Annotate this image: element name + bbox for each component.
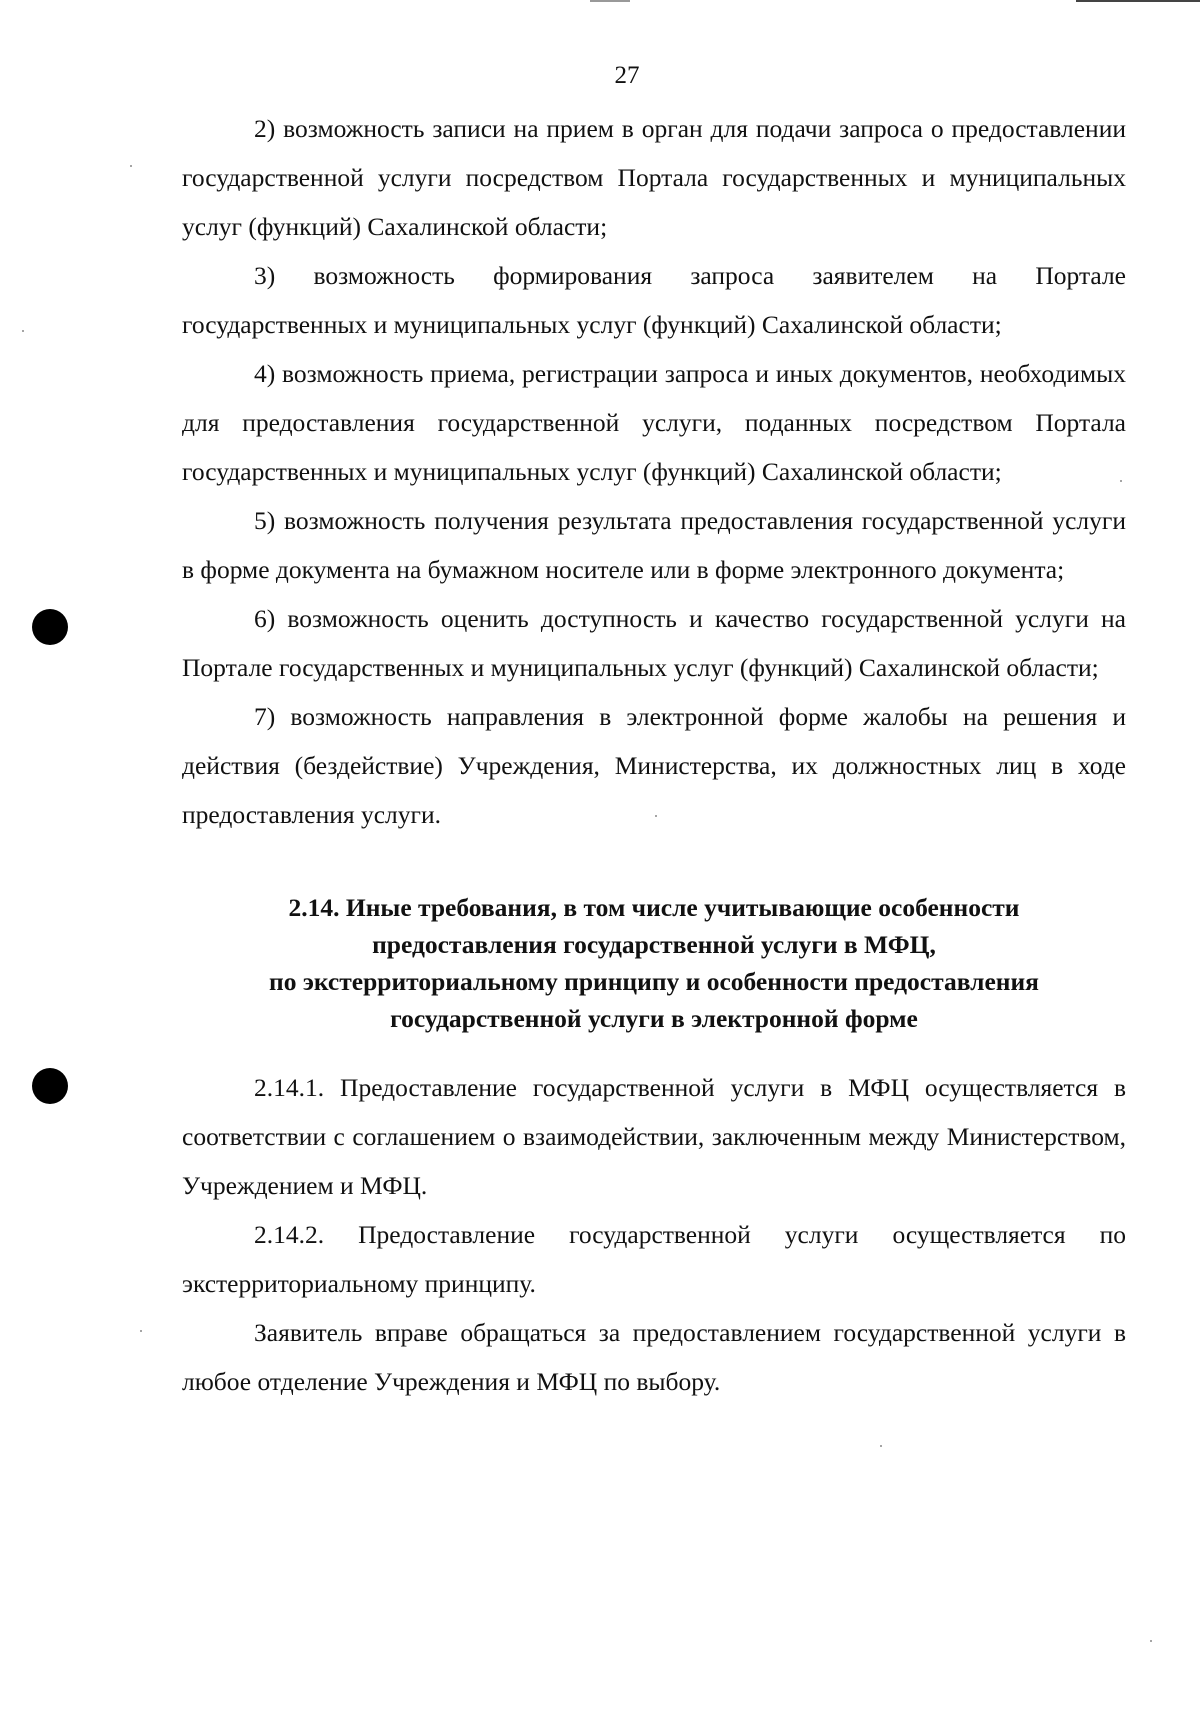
scan-speck [880, 1445, 882, 1447]
section-paragraph: 2.14.1. Предоставление государственной услуги в МФЦ осуществляется в соответствии с соглашением о взаимодействии, заключенным между Министерством, Учреждением и МФЦ. [182, 1073, 1126, 1200]
section-heading-line: государственной услуги в электронной форме [390, 1004, 918, 1033]
section-heading-line: предоставления государственной услуги в МФЦ, [372, 930, 936, 959]
section-heading-line: 2.14. Иные требования, в том числе учитывающие особенности [288, 893, 1020, 922]
list-item-paragraph: 3) возможность формирования запроса заявителем на Портале государственных и муниципальных услуг (функций) Сахалинской области; [182, 261, 1126, 339]
scan-speck [130, 165, 132, 167]
scan-edge-mark [590, 0, 630, 2]
section-heading [182, 889, 1126, 1037]
section-heading-line: по экстерриториальному принципу и особенности предоставления [269, 967, 1039, 996]
section-paragraph: 2.14.2. Предоставление государственной услуги осуществляется по экстерриториальному принципу. [182, 1220, 1126, 1298]
list-item-paragraph: 2) возможность записи на прием в орган для подачи запроса о предоставлении государственной услуги посредством Портала государственных и муниципальных услуг (функций) Сахалинской области; [182, 114, 1126, 241]
section-paragraph: Заявитель вправе обращаться за предоставлением государственной услуги в любое отделение Учреждения и МФЦ по выбору. [182, 1318, 1126, 1396]
page-number: 27 [614, 62, 640, 89]
punch-hole [32, 1068, 68, 1104]
list-item-paragraph: 4) возможность приема, регистрации запроса и иных документов, необходимых для предоставления государственной услуги, поданных посредством Портала государственных и муниципальных услуг (функций) Сахалинской области; [182, 359, 1126, 486]
scan-speck [140, 1330, 142, 1332]
list-item-paragraph: 7) возможность направления в электронной форме жалобы на решения и действия (бездействие) Учреждения, Министерства, их должностных лиц в ходе предоставления услуги. [182, 702, 1126, 829]
scan-speck [1150, 1640, 1152, 1642]
list-item-paragraph: 6) возможность оценить доступность и качество государственной услуги на Портале государственных и муниципальных услуг (функций) Сахалинской области; [182, 604, 1126, 682]
list-item-paragraph: 5) возможность получения результата предоставления государственной услуги в форме документа на бумажном носителе или в форме электронного документа; [182, 506, 1126, 584]
document-body [182, 104, 1126, 1406]
scan-edge-mark [1076, 0, 1200, 2]
scan-speck [22, 330, 24, 332]
punch-hole [32, 609, 68, 645]
